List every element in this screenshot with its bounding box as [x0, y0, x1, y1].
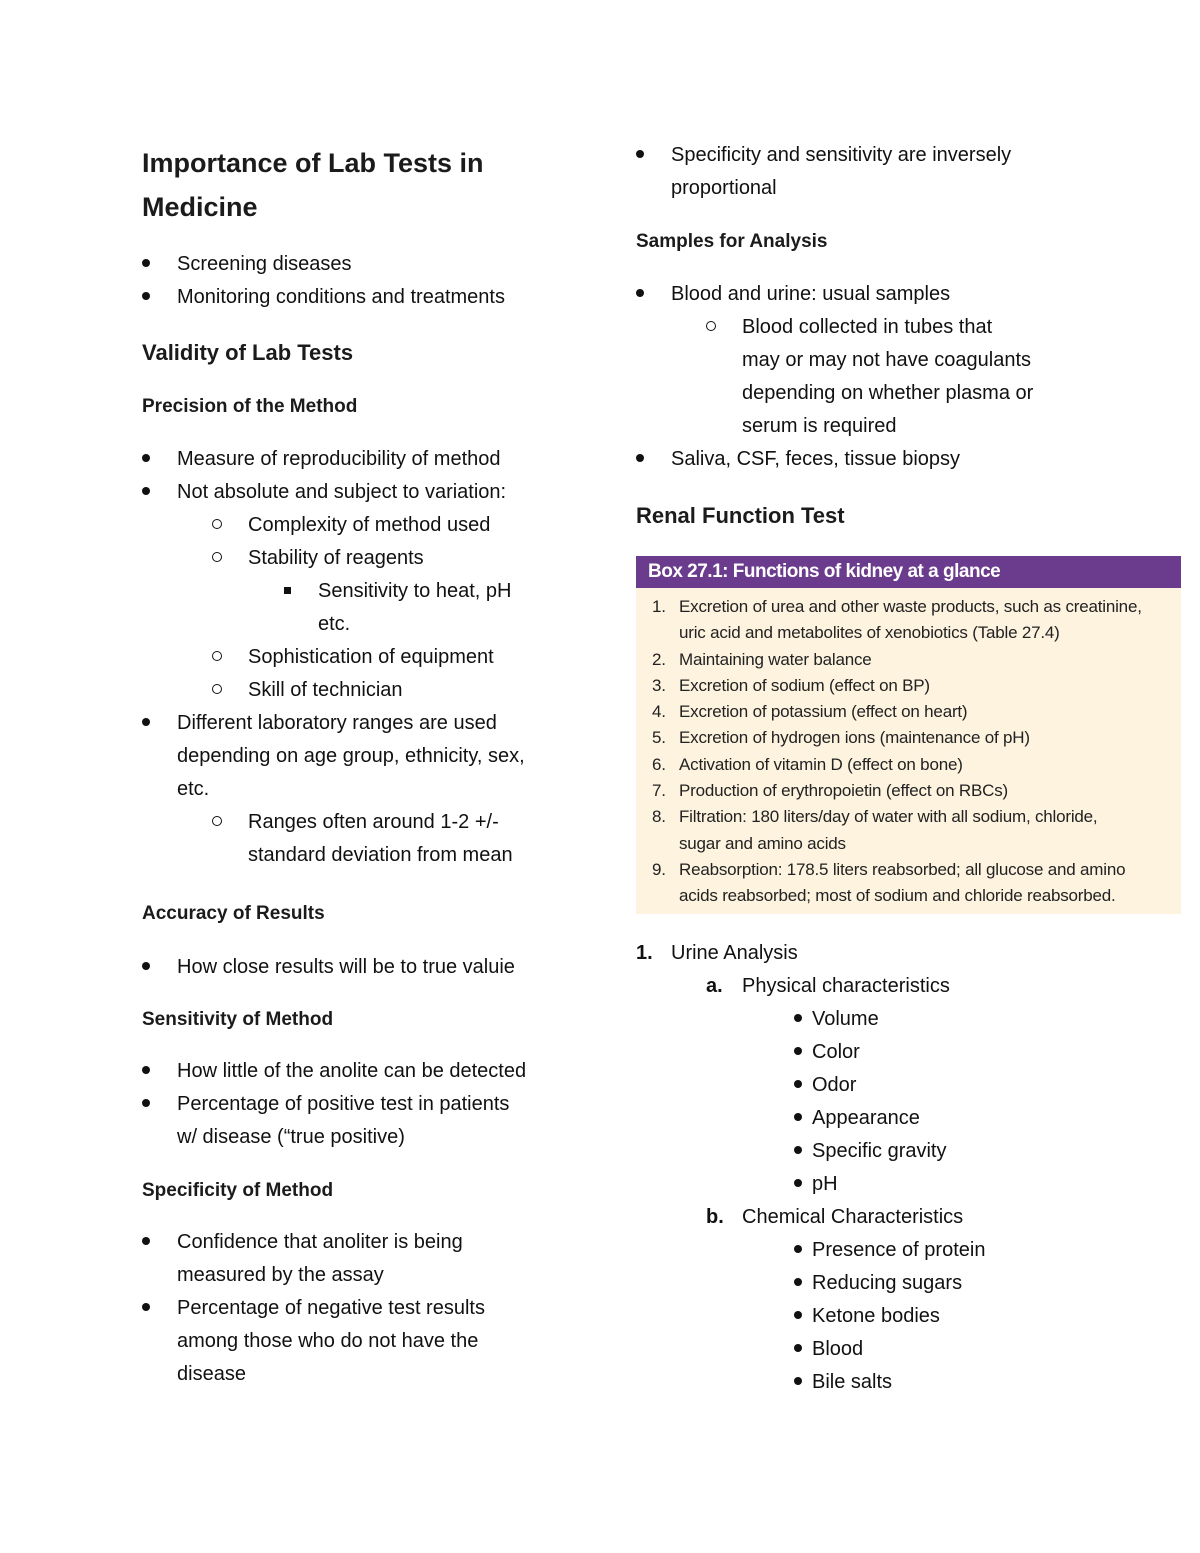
- precision-heading: Precision of the Method: [142, 396, 358, 417]
- urine-list: [636, 937, 1176, 1399]
- bullet-icon: [142, 1292, 150, 1325]
- circle-bullet-icon: [212, 542, 222, 575]
- bullet-icon: [794, 1366, 802, 1399]
- bullet-icon: [636, 139, 644, 172]
- list-item: b. Chemical Characteristics: [636, 1201, 1176, 1234]
- bullet-icon: [142, 707, 150, 740]
- circle-bullet-icon: [706, 311, 716, 344]
- box-title: Box 27.1: Functions of kidney at a glance: [636, 556, 1181, 588]
- bullet-icon: [142, 476, 150, 509]
- list-item: Measure of reproducibility of method: [142, 443, 582, 476]
- inverse-list: [636, 139, 1176, 205]
- samples-heading: Samples for Analysis: [636, 231, 828, 252]
- sensitivity-list: [142, 1055, 582, 1154]
- list-item: Ketone bodies: [636, 1300, 1176, 1333]
- bullet-icon: [794, 1267, 802, 1300]
- list-item: Blood: [636, 1333, 1176, 1366]
- importance-list: [142, 248, 582, 314]
- list-item: 2. Maintaining water balance: [652, 649, 872, 669]
- list-item: Volume: [636, 1003, 1176, 1036]
- list-item: Ranges often around 1-2 +/- standard deviation from mean: [142, 806, 582, 872]
- list-item: Saliva, CSF, feces, tissue biopsy: [636, 443, 1176, 476]
- list-item: Sophistication of equipment: [142, 641, 582, 674]
- specificity-heading: Specificity of Method: [142, 1180, 334, 1201]
- circle-bullet-icon: [212, 806, 222, 839]
- validity-heading: Validity of Lab Tests: [142, 340, 354, 365]
- list-item: 9. Reabsorption: 178.5 liters reabsorbed; all glucose and amino acids reabsorbed; most of sodium and chloride reabsorbed.: [652, 859, 1126, 906]
- specificity-list: [142, 1226, 582, 1391]
- bullet-icon: [794, 1168, 802, 1201]
- list-item: 1. Urine Analysis: [636, 937, 1176, 970]
- list-item: Sensitivity to heat, pH etc.: [142, 575, 582, 641]
- list-item: Appearance: [636, 1102, 1176, 1135]
- list-item: Specificity and sensitivity are inversely proportional: [636, 139, 1176, 205]
- list-item: Monitoring conditions and treatments: [142, 281, 582, 314]
- bullet-icon: [142, 1226, 150, 1259]
- accuracy-heading: Accuracy of Results: [142, 903, 325, 924]
- list-item: How close results will be to true valuie: [142, 951, 582, 984]
- precision-list: [142, 443, 582, 872]
- list-item: Percentage of positive test in patients w/ disease (“true positive): [142, 1088, 582, 1154]
- list-item: pH: [636, 1168, 1176, 1201]
- list-item: 7. Production of erythropoietin (effect on RBCs): [652, 781, 1008, 801]
- kidney-functions-box: [636, 556, 1181, 914]
- letter-marker: a.: [706, 975, 723, 997]
- list-item: Not absolute and subject to variation:: [142, 476, 582, 509]
- list-item: Percentage of negative test results among those who do not have the disease: [142, 1292, 582, 1391]
- circle-bullet-icon: [212, 674, 222, 707]
- list-item: Screening diseases: [142, 248, 582, 281]
- list-item: How little of the anolite can be detected: [142, 1055, 582, 1088]
- bullet-icon: [142, 248, 150, 281]
- list-item: Skill of technician: [142, 674, 582, 707]
- bullet-icon: [636, 278, 644, 311]
- list-item: Presence of protein: [636, 1234, 1176, 1267]
- bullet-icon: [794, 1003, 802, 1036]
- list-item: Stability of reagents: [142, 542, 582, 575]
- list-item: Bile salts: [636, 1366, 1176, 1399]
- renal-heading: Renal Function Test: [636, 503, 845, 528]
- bullet-icon: [794, 1135, 802, 1168]
- list-item: 8. Filtration: 180 liters/day of water with all sodium, chloride, sugar and amino acids: [652, 807, 1098, 853]
- samples-list: [636, 278, 1176, 476]
- list-item: Specific gravity: [636, 1135, 1176, 1168]
- bullet-icon: [794, 1333, 802, 1366]
- bullet-icon: [142, 951, 150, 984]
- bullet-icon: [636, 443, 644, 476]
- list-item: Complexity of method used: [142, 509, 582, 542]
- kidney-functions-list: [636, 588, 1181, 910]
- bullet-icon: [794, 1234, 802, 1267]
- accuracy-list: [142, 951, 582, 984]
- list-item: 6. Activation of vitamin D (effect on bone): [652, 754, 963, 774]
- bullet-icon: [142, 281, 150, 314]
- bullet-icon: [794, 1036, 802, 1069]
- bullet-icon: [794, 1069, 802, 1102]
- sensitivity-heading: Sensitivity of Method: [142, 1009, 334, 1030]
- square-bullet-icon: [284, 575, 291, 608]
- circle-bullet-icon: [212, 641, 222, 674]
- list-item: Confidence that anoliter is being measured by the assay: [142, 1226, 582, 1292]
- list-item: Blood collected in tubes that may or may not have coagulants depending on whether plasma or serum is required: [636, 311, 1176, 443]
- list-item: Blood and urine: usual samples: [636, 278, 1176, 311]
- letter-marker: b.: [706, 1206, 724, 1228]
- list-item: Different laboratory ranges are used depending on age group, ethnicity, sex, etc.: [142, 707, 582, 806]
- list-item: a. Physical characteristics: [636, 970, 1176, 1003]
- circle-bullet-icon: [212, 509, 222, 542]
- list-item: Reducing sugars: [636, 1267, 1176, 1300]
- bullet-icon: [142, 1088, 150, 1121]
- list-item: 1. Excretion of urea and other waste products, such as creatinine, uric acid and metabolites of xenobiotics (Table 27.4): [652, 597, 1142, 643]
- list-item: 3. Excretion of sodium (effect on BP): [652, 675, 930, 695]
- list-item: Color: [636, 1036, 1176, 1069]
- list-item: 5. Excretion of hydrogen ions (maintenance of pH): [652, 728, 1030, 748]
- bullet-icon: [794, 1102, 802, 1135]
- bullet-icon: [794, 1300, 802, 1333]
- list-item: Odor: [636, 1069, 1176, 1102]
- page-title: Importance of Lab Tests in Medicine: [142, 148, 484, 222]
- list-item: 4. Excretion of potassium (effect on heart): [652, 702, 968, 722]
- bullet-icon: [142, 443, 150, 476]
- bullet-icon: [142, 1055, 150, 1088]
- number-marker: 1.: [636, 942, 653, 964]
